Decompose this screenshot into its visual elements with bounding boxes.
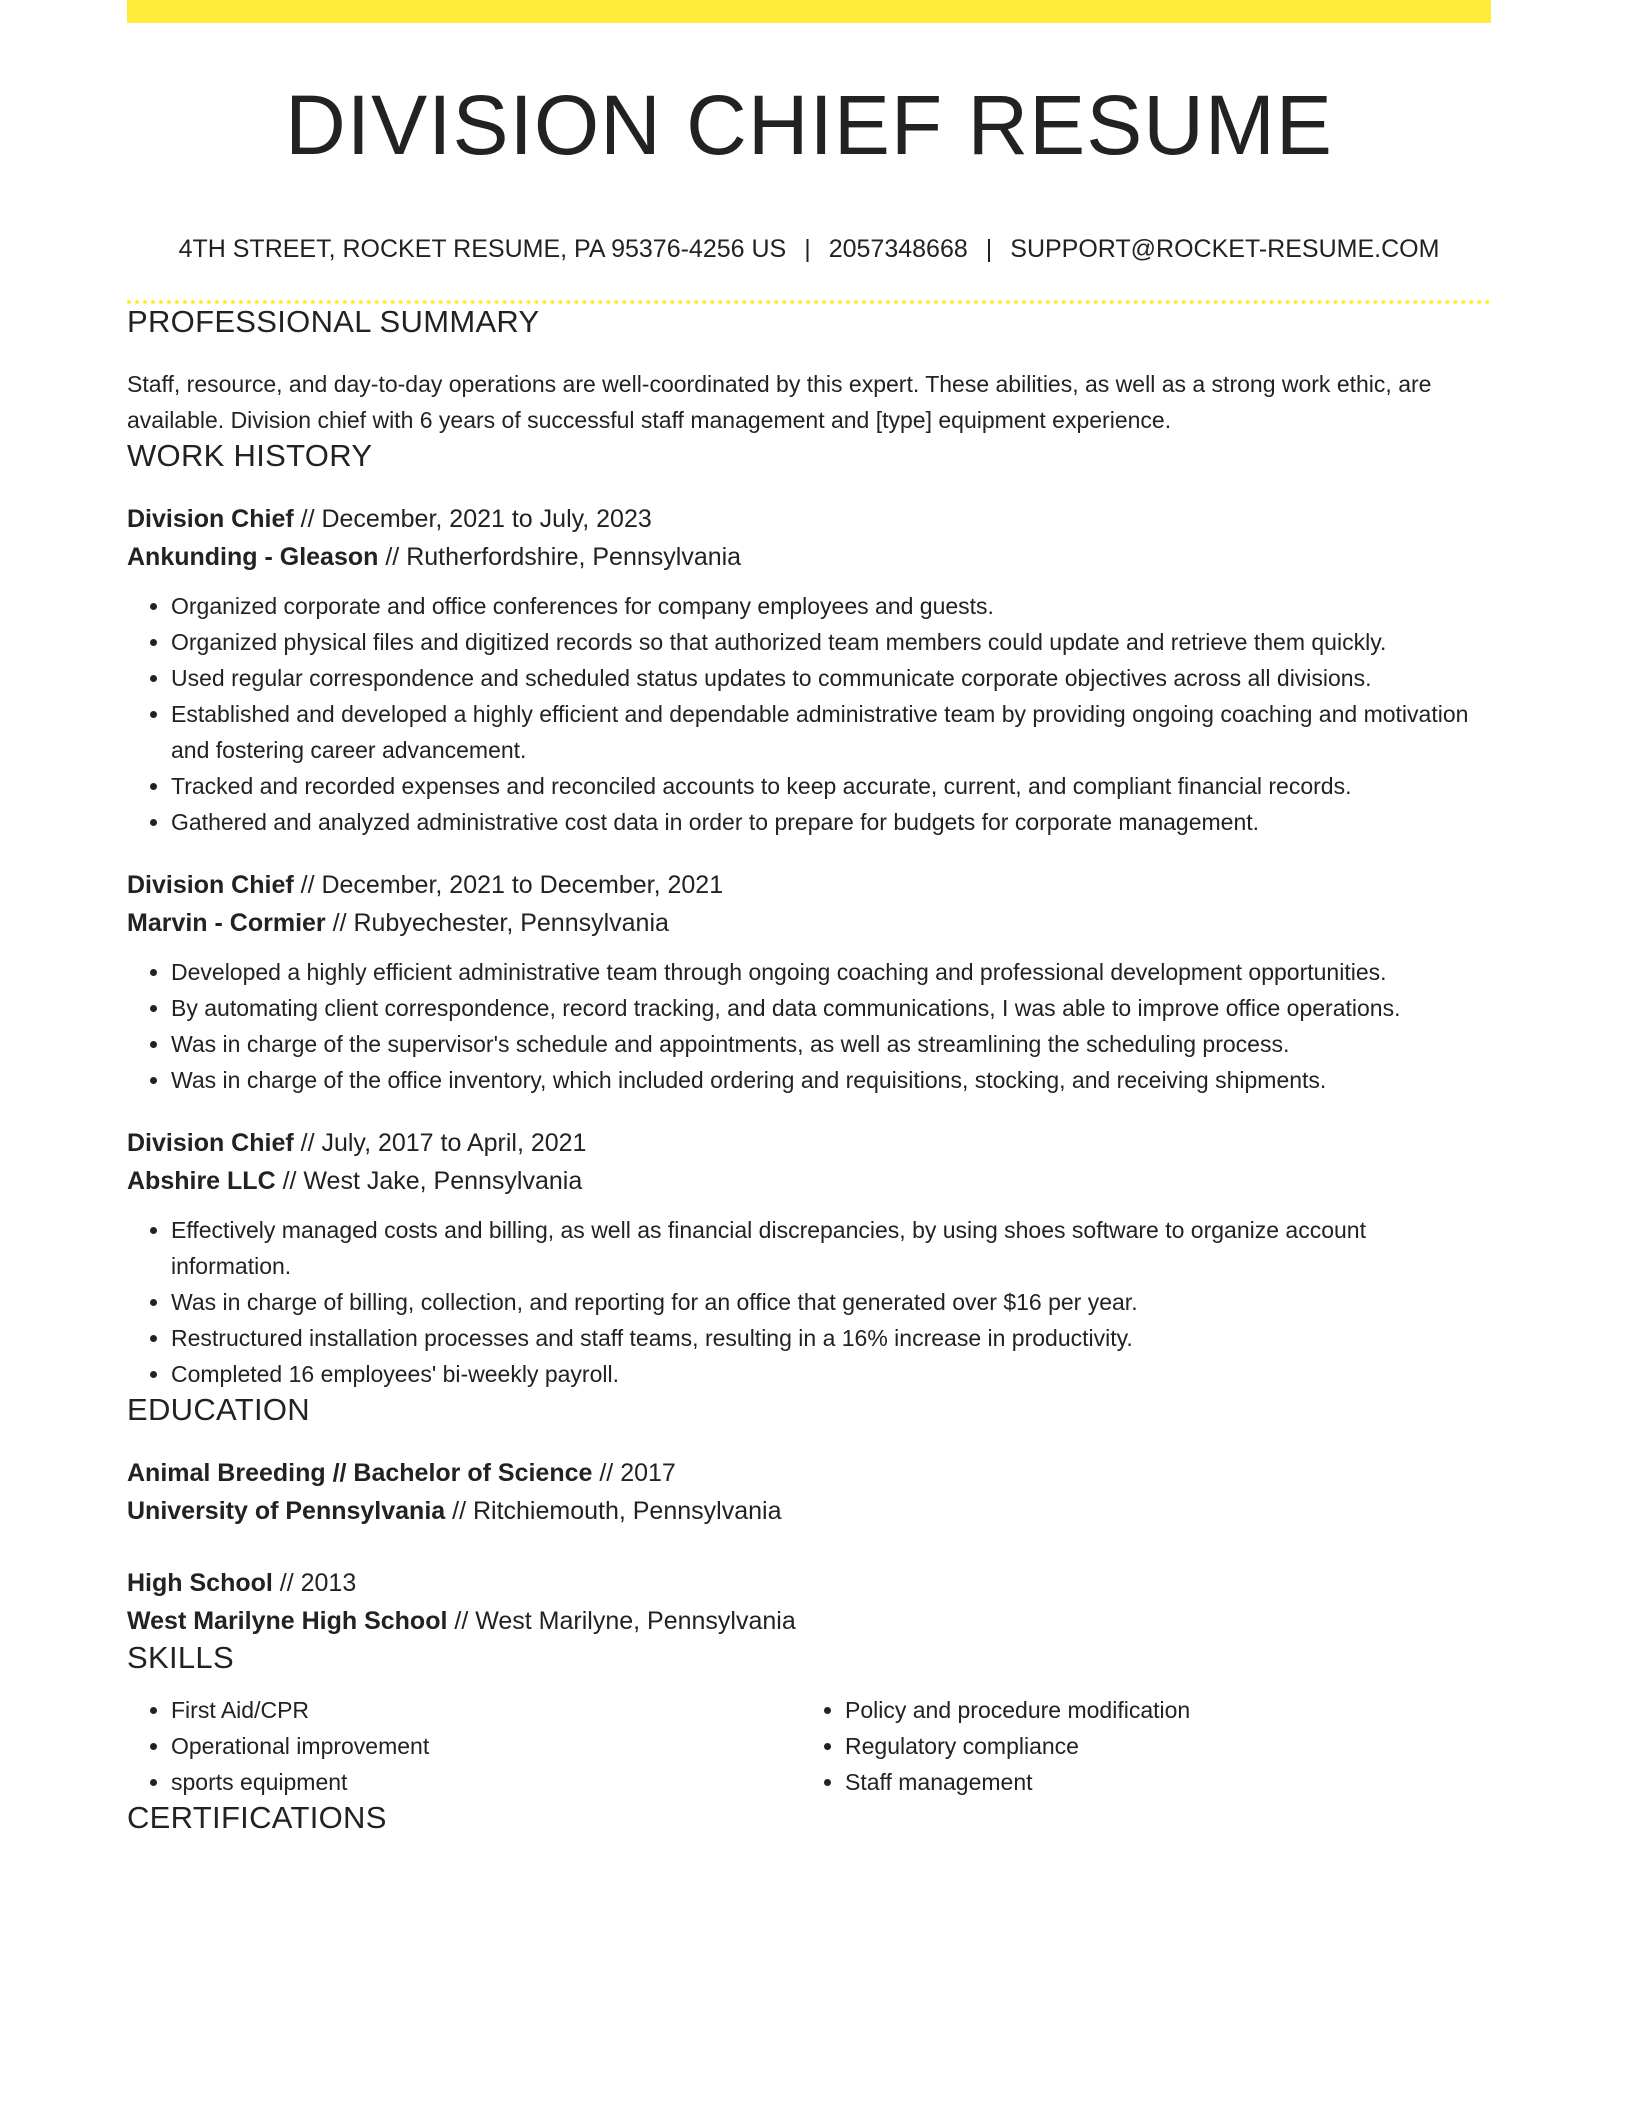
education-entry — [127, 1564, 1491, 1640]
school-location: // West Marilyne, Pennsylvania — [447, 1607, 796, 1635]
job-title: Division Chief — [127, 505, 294, 533]
job-title: Division Chief — [127, 1129, 294, 1157]
job-bullets — [127, 1212, 1491, 1392]
job-bullets — [127, 954, 1491, 1098]
school: West Marilyne High School — [127, 1607, 448, 1635]
degree: Animal Breeding // Bachelor of Science — [127, 1459, 593, 1487]
degree-year: // 2013 — [272, 1569, 357, 1597]
job-entry — [127, 1124, 1491, 1392]
page-title: DIVISION CHIEF RESUME — [285, 78, 1333, 172]
job-company-line — [127, 1162, 1491, 1200]
skills-heading: SKILLS — [127, 1640, 234, 1675]
job-title-line — [127, 500, 1491, 538]
degree-year: // 2017 — [592, 1459, 676, 1487]
list-item: • Completed 16 employees' bi-weekly payroll. — [171, 1356, 1491, 1392]
job-location: // West Jake, Pennsylvania — [275, 1167, 583, 1195]
school-line — [127, 1492, 1491, 1530]
phone-text: 2057348668 — [828, 235, 968, 263]
education-heading: EDUCATION — [127, 1392, 310, 1427]
job-company: Marvin - Cormier — [127, 909, 326, 937]
job-company: Abshire LLC — [127, 1167, 276, 1195]
summary-text: Staff, resource, and day-to-day operations are well-coordinated by this expert. These abilities, as well as a strong work ethic, are available. Division chief with 6 years of successful staff management and [type] equipment experience. — [127, 371, 1432, 433]
job-dates: // December, 2021 to December, 2021 — [293, 871, 724, 899]
skills-column-left — [127, 1692, 801, 1800]
job-company-line — [127, 904, 1491, 942]
school: University of Pennsylvania — [127, 1497, 446, 1525]
degree-line — [127, 1564, 1491, 1602]
job-company: Ankunding - Gleason — [127, 543, 379, 571]
job-company-line — [127, 538, 1491, 576]
list-item: • Developed a highly efficient administrative team through ongoing coaching and professional development opportunities. — [171, 954, 1491, 990]
skill-item: • Operational improvement — [171, 1728, 801, 1764]
job-title: Division Chief — [127, 871, 294, 899]
job-location: // Rubyechester, Pennsylvania — [325, 909, 669, 937]
skill-item: • sports equipment — [171, 1764, 801, 1800]
list-item: • Tracked and recorded expenses and reconciled accounts to keep accurate, current, and compliant financial records. — [171, 768, 1491, 804]
work-history-heading: WORK HISTORY — [127, 438, 373, 473]
list-item: • Was in charge of billing, collection, and reporting for an office that generated over $16 per year. — [171, 1284, 1491, 1320]
skill-item: • Regulatory compliance — [845, 1728, 1475, 1764]
list-item: • Was in charge of the office inventory, which included ordering and requisitions, stocking, and receiving shipments. — [171, 1062, 1491, 1098]
job-entry — [127, 500, 1491, 840]
list-item: • Restructured installation processes and staff teams, resulting in a 16% increase in productivity. — [171, 1320, 1491, 1356]
summary-heading: PROFESSIONAL SUMMARY — [127, 304, 540, 339]
job-dates: // December, 2021 to July, 2023 — [293, 505, 652, 533]
school-line — [127, 1602, 1491, 1640]
list-item: • Used regular correspondence and scheduled status updates to communicate corporate objectives across all divisions. — [171, 660, 1491, 696]
skills-grid — [127, 1692, 1491, 1800]
skills-column-right — [801, 1692, 1475, 1800]
email-text: SUPPORT@ROCKET-RESUME.COM — [1010, 235, 1440, 263]
certifications-heading: CERTIFICATIONS — [127, 1800, 387, 1835]
list-item: • Organized corporate and office conferences for company employees and guests. — [171, 588, 1491, 624]
address-text: 4TH STREET, ROCKET RESUME, PA 95376-4256 US — [178, 235, 787, 263]
education-entry — [127, 1454, 1491, 1530]
job-title-line — [127, 866, 1491, 904]
contact-separator: | — [804, 235, 811, 263]
degree: High School — [127, 1569, 273, 1597]
degree-line — [127, 1454, 1491, 1492]
job-entry — [127, 866, 1491, 1098]
skill-item: • First Aid/CPR — [171, 1692, 801, 1728]
skill-item: • Policy and procedure modification — [845, 1692, 1475, 1728]
contact-separator: | — [985, 235, 993, 263]
list-item: • By automating client correspondence, record tracking, and data communications, I was able to improve office operations. — [171, 990, 1491, 1026]
job-bullets — [127, 588, 1491, 840]
top-accent-bar — [127, 0, 1491, 23]
list-item: • Was in charge of the supervisor's schedule and appointments, as well as streamlining the scheduling process. — [171, 1026, 1491, 1062]
school-location: // Ritchiemouth, Pennsylvania — [445, 1497, 782, 1525]
contact-line — [127, 235, 1491, 264]
list-item: • Established and developed a highly efficient and dependable administrative team by providing ongoing coaching and motivation and fostering career advancement. — [171, 696, 1491, 768]
list-item: • Gathered and analyzed administrative cost data in order to prepare for budgets for corporate management. — [171, 804, 1491, 840]
list-item: • Organized physical files and digitized records so that authorized team members could update and retrieve them quickly. — [171, 624, 1491, 660]
skill-item: • Staff management — [845, 1764, 1475, 1800]
resume-page — [127, 0, 1491, 1836]
job-location: // Rutherfordshire, Pennsylvania — [378, 543, 742, 571]
list-item: • Effectively managed costs and billing, as well as financial discrepancies, by using shoes software to organize account information. — [171, 1212, 1491, 1284]
job-title-line — [127, 1124, 1491, 1162]
job-dates: // July, 2017 to April, 2021 — [293, 1129, 587, 1157]
